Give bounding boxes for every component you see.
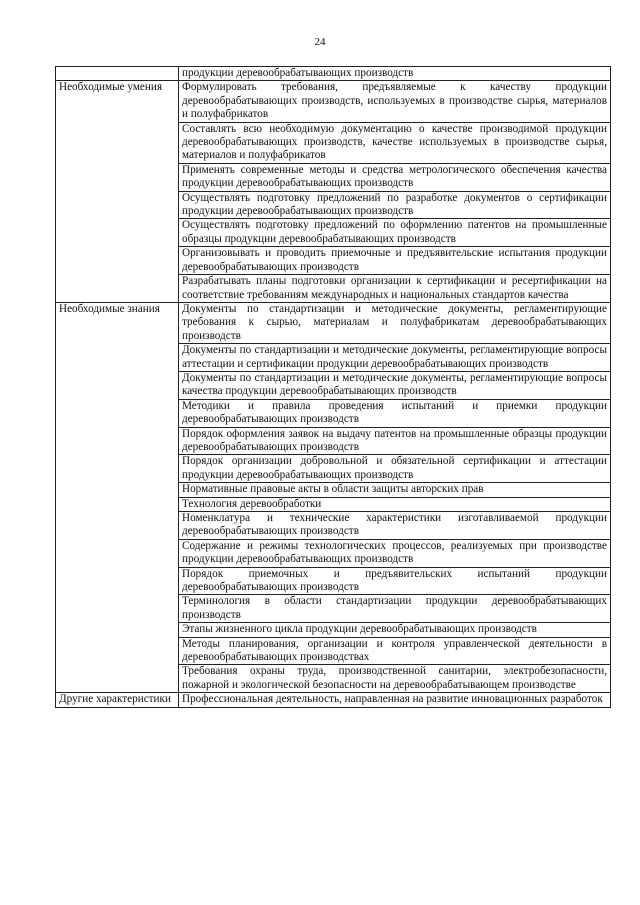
table-cell: Профессиональная деятельность, направленная на развитие инновационных разработок [179, 693, 611, 707]
row-label: Другие характеристики [56, 693, 179, 707]
row-label: Необходимые знания [56, 302, 179, 692]
table-cell: Осуществлять подготовку предложений по разработке документов о сертификации продукции деревообрабатывающих производств [179, 191, 611, 219]
table-cell: Терминология в области стандартизации продукции деревообрабатывающих производств [179, 595, 611, 623]
page-number: 24 [314, 36, 326, 48]
table-row [56, 67, 611, 81]
row-label [56, 67, 179, 81]
table-cell: Технология деревообработки [179, 497, 611, 511]
table-cell: Осуществлять подготовку предложений по оформлению патентов на промышленные образцы продукции деревообрабатывающих производств [179, 219, 611, 247]
table-cell: Документы по стандартизации и методические документы, регламентирующие вопросы аттестации и сертификации продукции деревообрабатывающих производств [179, 344, 611, 372]
table-row [56, 81, 611, 122]
table-cell: Применять современные методы и средства метрологического обеспечения качества продукции деревообрабатывающих производств [179, 163, 611, 191]
table-cell: Содержание и режимы технологических процессов, реализуемых при производстве продукции деревообрабатывающих производств [179, 539, 611, 567]
table-cell: Методы планирования, организации и контроля управленческой деятельности в деревообрабатывающих производствах [179, 637, 611, 665]
table-cell: Порядок приемочных и предъявительских испытаний продукции деревообрабатывающих производств [179, 567, 611, 595]
table-cell: Составлять всю необходимую документацию о качестве производимой продукции деревообрабатывающих производств, качестве используемых в производстве сырья, материалов и полуфабрикатов [179, 122, 611, 163]
table-cell: Требования охраны труда, производственной санитарии, электробезопасности, пожарной и экологической безопасности на деревообрабатывающем производстве [179, 665, 611, 693]
table-cell: Этапы жизненного цикла продукции деревообрабатывающих производств [179, 623, 611, 637]
table-cell: Документы по стандартизации и методические документы, регламентирующие требования к сырью, материалам и полуфабрикатам деревообрабатывающих производств [179, 302, 611, 343]
table-cell: Разрабатывать планы подготовки организации к сертификации и ресертификации на соответствие требованиям международных и национальных стандартов качества [179, 275, 611, 303]
table-row [56, 693, 611, 707]
table-row [56, 302, 611, 343]
row-label: Необходимые умения [56, 81, 179, 303]
table-cell: Нормативные правовые акты в области защиты авторских прав [179, 483, 611, 497]
table-cell: Порядок организации добровольной и обязательной сертификации и аттестации продукции деревообрабатывающих производств [179, 455, 611, 483]
table-cell: Номенклатура и технические характеристики изготавливаемой продукции деревообрабатывающих производств [179, 512, 611, 540]
table-cell: Документы по стандартизации и методические документы, регламентирующие вопросы качества продукции деревообрабатывающих производств [179, 371, 611, 399]
table-cell: Порядок оформления заявок на выдачу патентов на промышленные образцы продукции деревообрабатывающих производств [179, 427, 611, 455]
table-cell: Формулировать требования, предъявляемые к качеству продукции деревообрабатывающих производств, используемых в производстве сырья, материалов и полуфабрикатов [179, 81, 611, 122]
requirements-table [55, 66, 611, 708]
table-cell: продукции деревообрабатывающих производств [179, 67, 611, 81]
table-cell: Организовывать и проводить приемочные и предъявительские испытания продукции деревообрабатывающих производств [179, 247, 611, 275]
table-cell: Методики и правила проведения испытаний и приемки продукции деревообрабатывающих производств [179, 399, 611, 427]
